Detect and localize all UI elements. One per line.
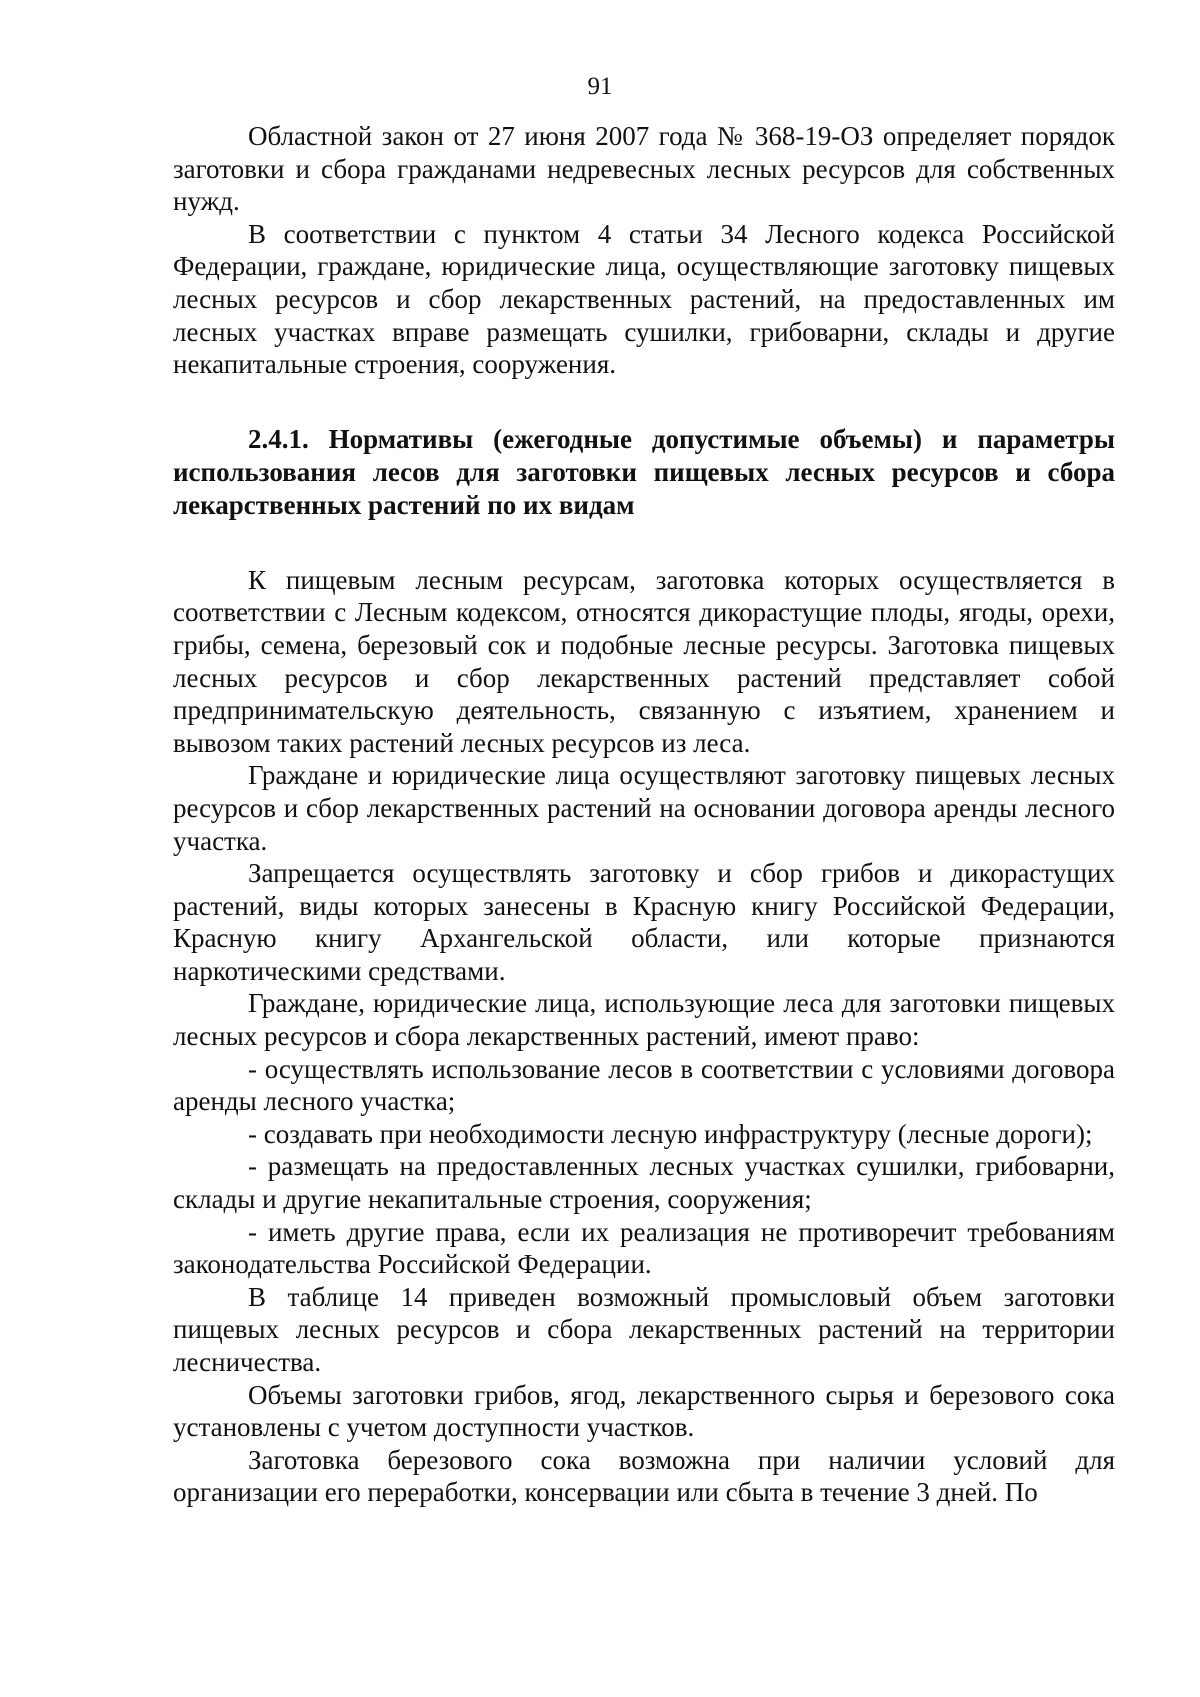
paragraph-volumes: Объемы заготовки грибов, ягод, лекарственного сырья и березового сока установлены с учетом доступности участков. xyxy=(173,1379,1115,1443)
list-item-infrastructure: - создавать при необходимости лесную инфраструктуру (лесные дороги); xyxy=(248,1118,1093,1149)
list-item-structures: - размещать на предоставленных лесных участках сушилки, грибоварни, склады и другие некапитальные строения, сооружения; xyxy=(173,1151,1115,1215)
paragraph-regional-law: Областной закон от 27 июня 2007 года № 368-19-ОЗ определяет порядок заготовки и сбора гражданами недревесных лесных ресурсов для собственных нужд. xyxy=(173,121,1115,217)
paragraph-food-resources: К пищевым лесным ресурсам, заготовка которых осуществляется в соответствии с Лесным кодексом, относятся дикорастущие плоды, ягоды, орехи, грибы, семена, березовый сок и подобные лесные ресурсы. Заготовка пищевых лесных ресурсов и сбор лекарственных растений представляет собой предпринимательскую деятельность, связанную с изъятием, хранением и вывозом таких растений лесных ресурсов из леса. xyxy=(173,564,1115,758)
list-item-use-forests: - осуществлять использование лесов в соответствии с условиями договора аренды лесного участка; xyxy=(173,1053,1115,1117)
paragraph-forest-code: В соответствии с пунктом 4 статьи 34 Лесного кодекса Российской Федерации, граждане, юридические лица, осуществляющие заготовку пищевых лесных ресурсов и сбор лекарственных растений, на предоставленных им лесных участках вправе размещать сушилки, грибоварни, склады и другие некапитальные строения, сооружения. xyxy=(173,218,1115,380)
paragraph-birch-sap: Заготовка березового сока возможна при наличии условий для организации его переработки, консервации или сбыта в течение 3 дней. По xyxy=(173,1444,1115,1508)
section-heading: 2.4.1. Нормативы (ежегодные допустимые объемы) и параметры использования лесов для заготовки пищевых лесных ресурсов и сбора лекарственных растений по их видам xyxy=(173,423,1115,520)
paragraph-prohibition: Запрещается осуществлять заготовку и сбор грибов и дикорастущих растений, виды которых занесены в Красную книгу Российской Федерации, Красную книгу Архангельской области, или которые признаются наркотическими средствами. xyxy=(173,858,1115,986)
list-item-other-rights: - иметь другие права, если их реализация не противоречит требованиям законодательства Российской Федерации. xyxy=(173,1216,1115,1280)
paragraph-lease-basis: Граждане и юридические лица осуществляют заготовку пищевых лесных ресурсов и сбор лекарственных растений на основании договора аренды лесного участка. xyxy=(173,760,1115,856)
page-content xyxy=(173,120,1115,1509)
paragraph-rights-intro: Граждане, юридические лица, использующие леса для заготовки пищевых лесных ресурсов и сбора лекарственных растений, имеют право: xyxy=(173,988,1115,1052)
paragraph-table-14: В таблице 14 приведен возможный промысловый объем заготовки пищевых лесных ресурсов и сбора лекарственных растений на территории лесничества. xyxy=(173,1281,1115,1377)
page-number: 91 xyxy=(587,73,613,100)
